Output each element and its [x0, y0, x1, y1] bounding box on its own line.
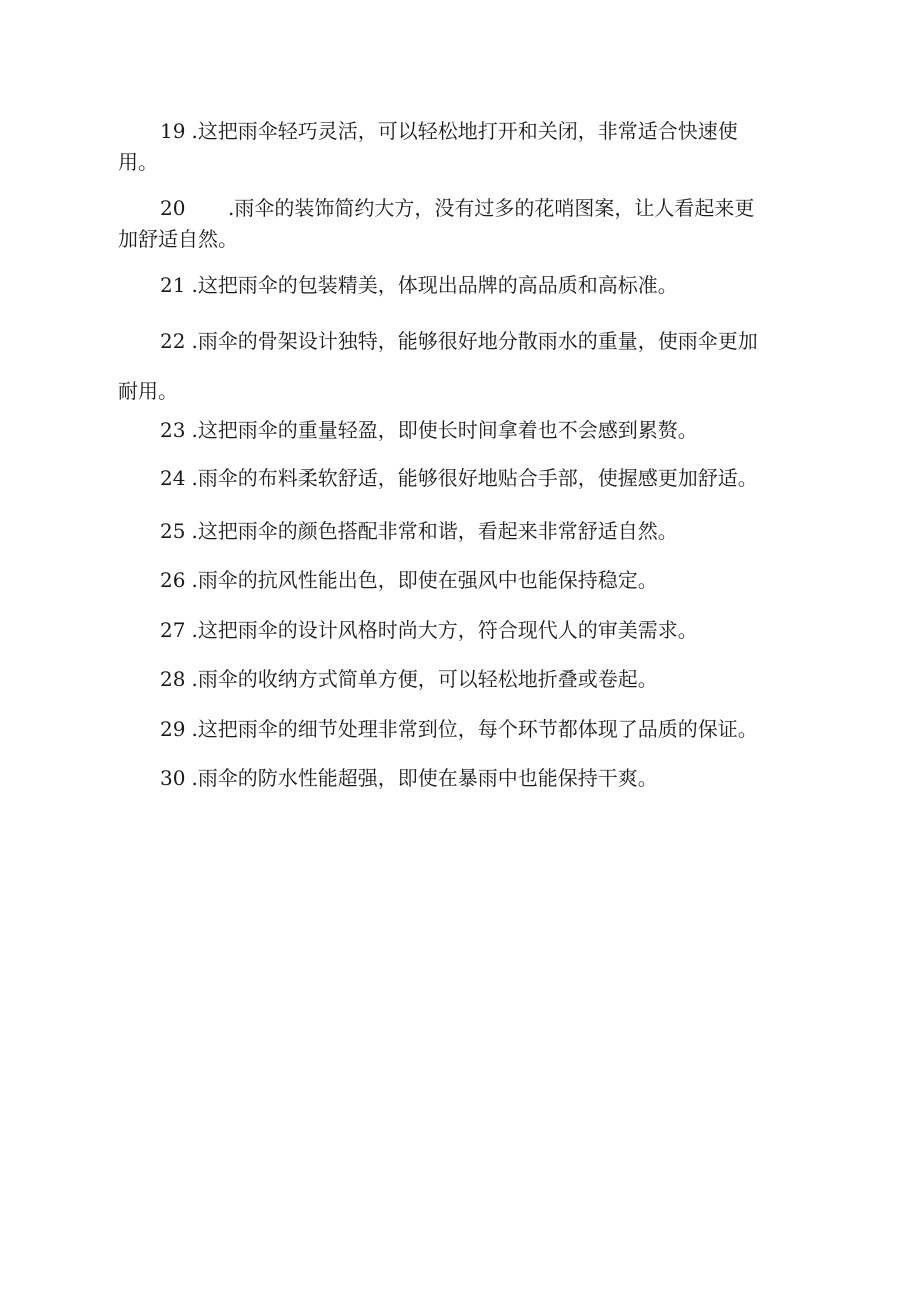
list-item-26: 26 .雨伞的抗风性能出色，即使在强风中也能保持稳定。: [118, 565, 818, 596]
item-text: 这把雨伞的细节处理非常到位，每个环节都体现了品质的保证。: [197, 717, 758, 741]
item-number: 29: [160, 717, 186, 741]
item-text: 这把雨伞的颜色搭配非常和谐，看起来非常舒适自然。: [197, 519, 678, 543]
item-number: 25: [160, 519, 186, 543]
list-item-30: 30 .雨伞的防水性能超强，即使在暴雨中也能保持干爽。: [118, 763, 818, 794]
list-item-20: 20 .雨伞的装饰简约大方，没有过多的花哨图案，让人看起来更 加舒适自然。: [118, 193, 818, 255]
item-text: 雨伞的防水性能超强，即使在暴雨中也能保持干爽。: [197, 766, 658, 790]
item-number: 30: [160, 766, 186, 790]
item-number: 19: [160, 119, 186, 143]
item-text: 这把雨伞的包装精美，体现出品牌的高品质和高标准。: [197, 273, 678, 297]
item-text: 雨伞的收纳方式简单方便，可以轻松地折叠或卷起。: [197, 667, 658, 691]
item-text: 雨伞的布料柔软舒适，能够很好地贴合手部，使握感更加舒适。: [197, 466, 758, 490]
item-number: 23: [160, 418, 186, 442]
item-text-continued: 加舒适自然。: [118, 227, 238, 251]
list-item-27: 27 .这把雨伞的设计风格时尚大方，符合现代人的审美需求。: [118, 615, 818, 646]
list-item-23: 23 .这把雨伞的重量轻盈，即使长时间拿着也不会感到累赘。: [118, 415, 818, 446]
item-text: 雨伞的装饰简约大方，没有过多的花哨图案，让人看起来更: [234, 196, 755, 220]
item-number: 28: [160, 667, 186, 691]
item-number: 21: [160, 273, 186, 297]
item-text: 雨伞的骨架设计独特，能够很好地分散雨水的重量，使雨伞更加: [197, 329, 758, 353]
item-number: 20: [160, 196, 186, 220]
list-item-25: 25 .这把雨伞的颜色搭配非常和谐，看起来非常舒适自然。: [118, 516, 818, 547]
item-number: 24: [160, 466, 186, 490]
item-number: 26: [160, 568, 186, 592]
list-item-24: 24 .雨伞的布料柔软舒适，能够很好地贴合手部，使握感更加舒适。: [118, 463, 818, 494]
item-text: 雨伞的抗风性能出色，即使在强风中也能保持稳定。: [197, 568, 658, 592]
list-item-21: 21 .这把雨伞的包装精美，体现出品牌的高品质和高标准。: [118, 270, 818, 301]
list-item-22: 22 .雨伞的骨架设计独特，能够很好地分散雨水的重量，使雨伞更加 耐用。: [118, 316, 818, 416]
list-item-28: 28 .雨伞的收纳方式简单方便，可以轻松地折叠或卷起。: [118, 664, 818, 695]
item-text-continued: 耐用。: [118, 379, 178, 403]
list-item-19: 19 .这把雨伞轻巧灵活，可以轻松地打开和关闭，非常适合快速使 用。: [118, 116, 818, 178]
item-text: 这把雨伞的设计风格时尚大方，符合现代人的审美需求。: [197, 618, 698, 642]
item-text: 这把雨伞轻巧灵活，可以轻松地打开和关闭，非常适合快速使: [197, 119, 738, 143]
item-text: 这把雨伞的重量轻盈，即使长时间拿着也不会感到累赘。: [197, 418, 698, 442]
list-item-29: 29 .这把雨伞的细节处理非常到位，每个环节都体现了品质的保证。: [118, 714, 818, 745]
item-text-continued: 用。: [118, 150, 158, 174]
item-number: 27: [160, 618, 186, 642]
item-number: 22: [160, 329, 186, 353]
